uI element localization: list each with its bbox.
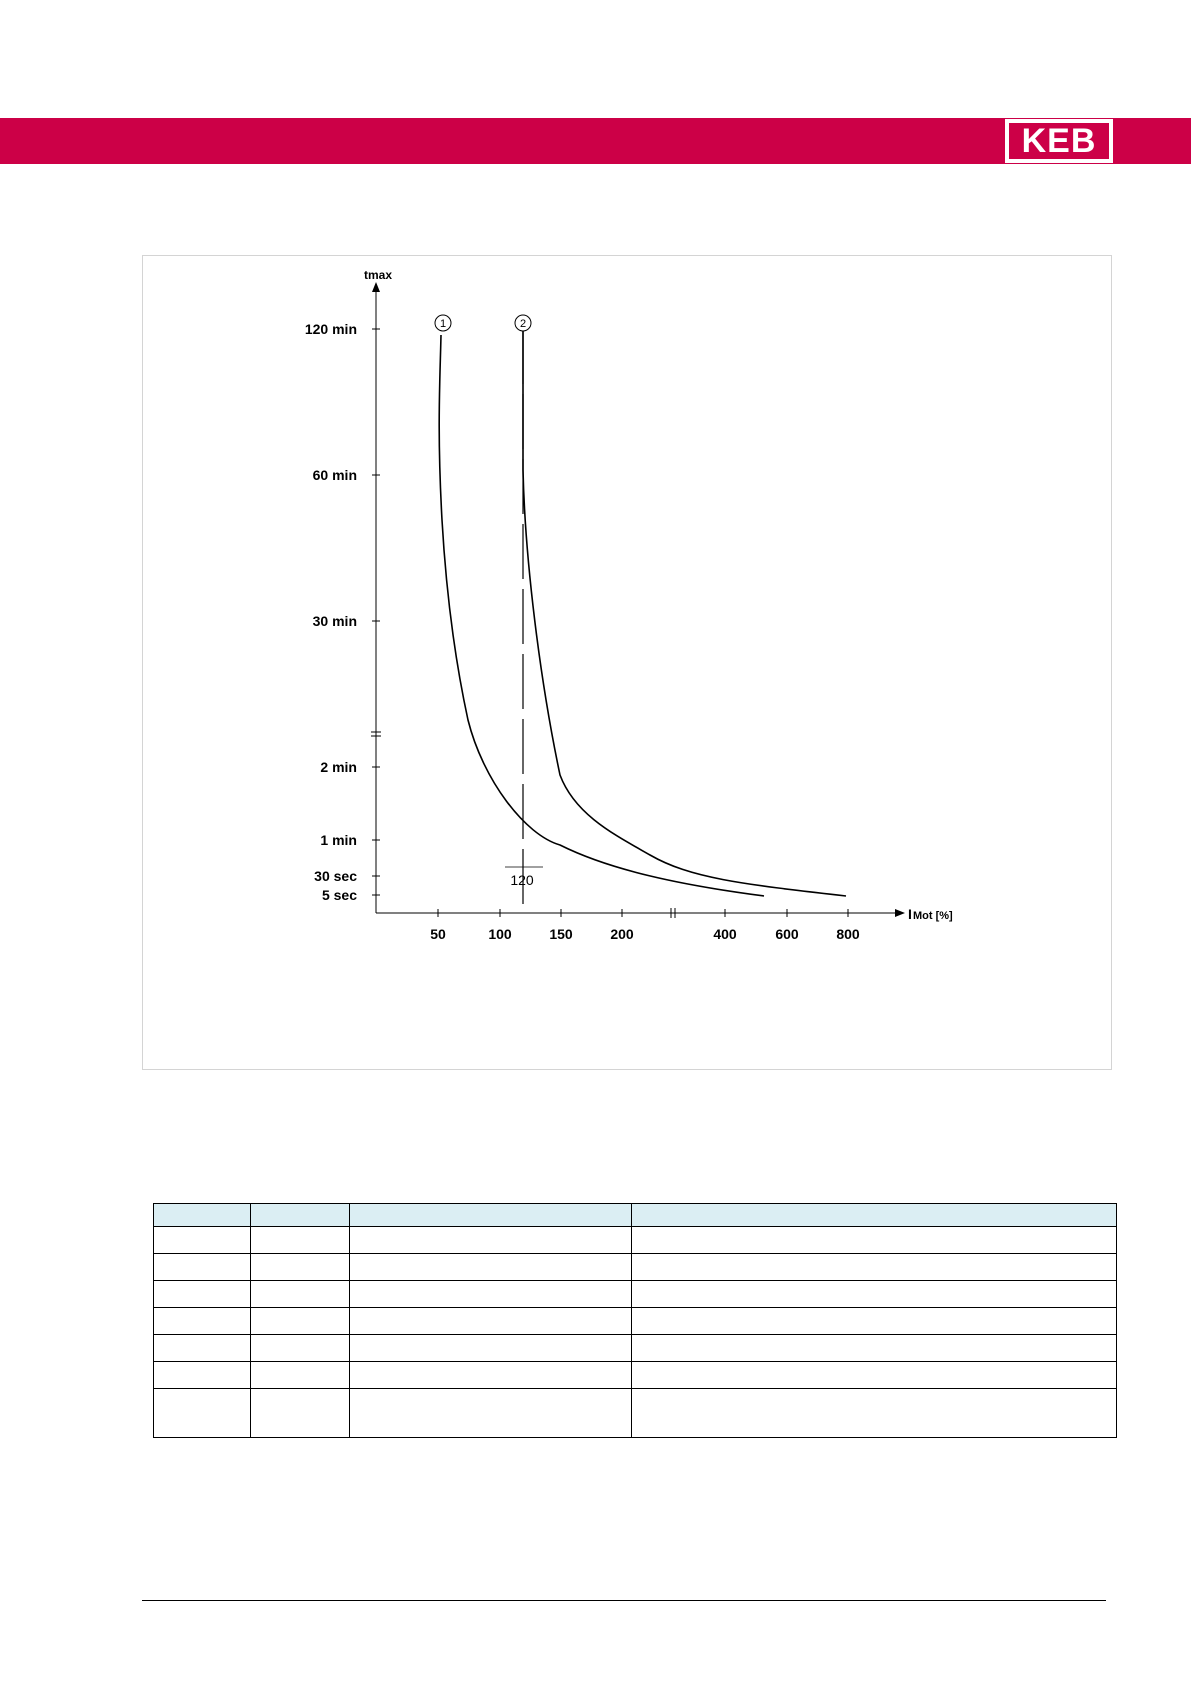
series-1-label: 1 [439,318,447,330]
x-axis-title: I [908,906,912,922]
x-tick-label: 50 [430,926,446,942]
table-row [154,1281,1117,1308]
table-header-cell [350,1204,632,1227]
y-tick-label: 1 min [320,832,357,848]
y-tick-label: 5 sec [321,887,357,903]
y-tick-label: 30 min [312,613,357,629]
y-axis-title: tmax [364,268,393,282]
x-tick-label: 200 [610,926,634,942]
series-1-curve [439,335,764,896]
x-tick-label: 800 [836,926,860,942]
table-header-cell [251,1204,350,1227]
series-2-label: 2 [519,318,527,330]
x-tick-label: 100 [488,926,512,942]
y-tick-label: 60 min [312,467,357,483]
x-axis-arrow-icon [895,909,905,917]
y-tick-label: 2 min [320,759,357,775]
y-tick-label: 30 sec [314,868,357,884]
footer-rule [142,1600,1106,1601]
y-tick-label: 120 min [304,321,357,337]
table-header-cell [154,1204,251,1227]
series-2-curve [523,329,846,896]
x-tick-label: 600 [775,926,799,942]
table-row [154,1227,1117,1254]
table-row [154,1335,1117,1362]
table-header-row [154,1204,1117,1227]
y-axis-arrow-icon [372,282,380,292]
parameter-table [153,1203,1117,1438]
table-row [154,1362,1117,1389]
table-header-cell [632,1204,1117,1227]
keb-logo-text: KEB [1009,123,1109,159]
table-row [154,1254,1117,1281]
x-tick-label: 400 [713,926,737,942]
x-tick-label: 150 [549,926,573,942]
table-row [154,1389,1117,1438]
table-row [154,1308,1117,1335]
x-axis-title-sub: Mot [%] [913,910,953,922]
marker-120-label: 120 [510,872,534,888]
